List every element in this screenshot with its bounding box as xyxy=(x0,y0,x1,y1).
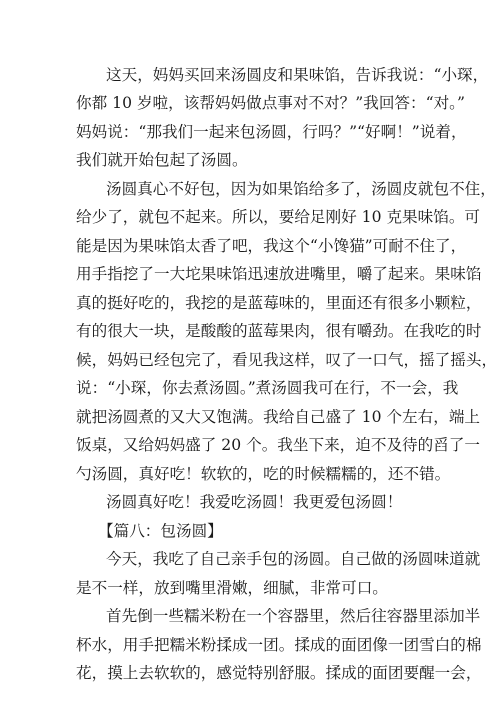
text-line: 候，妈妈已经包完了，看见我这样，叹了一口气，摇了摇头， xyxy=(76,351,498,369)
text-line: 今天，我吃了自己亲手包的汤圆。自己做的汤圆味道就 xyxy=(106,550,481,568)
text-line: 这天，妈妈买回来汤圆皮和果味馅，告诉我说：“小琛， xyxy=(106,66,489,84)
text-line: 给少了，就包不起来。所以，要给足刚好 10 克果味馅。可 xyxy=(76,208,481,226)
text-line: 妈妈说：“那我们一起来包汤圆，行吗？”“好啊！”说着， xyxy=(76,123,467,141)
text-line: 杯水，用手把糯米粉揉成一团。揉成的面团像一团雪白的棉 xyxy=(76,636,482,654)
text-line: 真的挺好吃的，我挖的是蓝莓味的，里面还有很多小颗粒， xyxy=(76,294,482,312)
text-line: 能是因为果味馅太香了吧，我这个“小馋猫”可耐不住了， xyxy=(76,237,467,255)
text-line: 勺汤圆，真好吃！软软的，吃的时候糯糯的，还不错。 xyxy=(76,465,451,483)
section-heading: 【篇八：包汤圆】 xyxy=(98,522,223,540)
text-line: 用手指挖了一大坨果味馅迅速放进嘴里，嚼了起来。果味馅 xyxy=(76,265,482,283)
text-line: 花，摸上去软软的，感觉特别舒服。揉成的面团要醒一会， xyxy=(76,664,482,682)
text-line: 饭桌，又给妈妈盛了 20 个。我坐下来，迫不及待的舀了一 xyxy=(76,436,481,454)
text-line: 说：“小琛，你去煮汤圆。”煮汤圆我可在行，不一会，我 xyxy=(76,379,459,397)
text-line: 是不一样，放到嘴里滑嫩，细腻，非常可口。 xyxy=(76,579,388,597)
text-line: 就把汤圆煮的又大又饱满。我给自己盛了 10 个左右，端上 xyxy=(76,408,481,426)
text-line: 我们就开始包起了汤圆。 xyxy=(76,151,248,169)
text-line: 你都 10 岁啦，该帮妈妈做点事对不对？”我回答：“对。” xyxy=(76,94,465,112)
text-line: 有的很大一块，是酸酸的蓝莓果肉，很有嚼劲。在我吃的时 xyxy=(76,322,482,340)
text-line: 汤圆真好吃！我爱吃汤圆！我更爱包汤圆！ xyxy=(106,493,403,511)
text-line: 首先倒一些糯米粉在一个容器里，然后往容器里添加半 xyxy=(106,607,481,625)
text-line: 汤圆真心不好包，因为如果馅给多了，汤圆皮就包不住， xyxy=(106,180,496,198)
